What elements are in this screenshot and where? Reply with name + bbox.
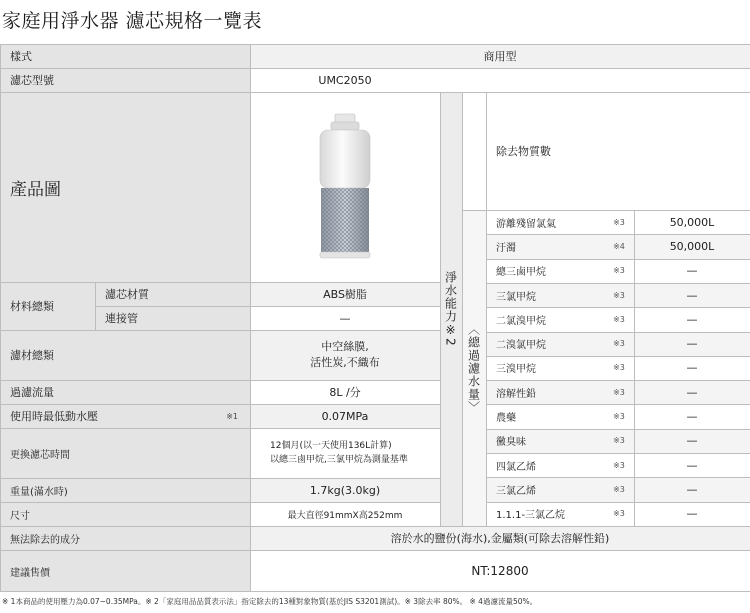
pressure-value: 0.07MPa (250, 404, 440, 428)
capacity-inner-blank (462, 92, 486, 210)
capacity-row-value: 50,000L (634, 210, 750, 234)
flow-value: 8L /分 (250, 380, 440, 404)
pressure-note: ※1 (226, 411, 238, 421)
media-value (250, 330, 440, 380)
capacity-row-note: ※3 (604, 429, 634, 453)
capacity-row-value: — (634, 380, 750, 404)
capacity-outer-text: 淨水能力※2 (443, 271, 458, 347)
capacity-row-name: 汙濁 (486, 234, 604, 258)
price-value: NT:12800 (250, 550, 750, 592)
capacity-row-value: — (634, 259, 750, 283)
replace-label: 更換濾芯時間 (0, 428, 250, 478)
capacity-row-name: 三氯甲烷 (486, 283, 604, 307)
capacity-row-note: ※4 (604, 234, 634, 258)
capacity-row-name: 四氯乙烯 (486, 453, 604, 477)
capacity-header: 除去物質數 (486, 92, 634, 210)
capacity-row-note: ※3 (604, 502, 634, 526)
capacity-row-note: ※3 (604, 453, 634, 477)
capacity-row-name: 游離殘留氯氣 (486, 210, 604, 234)
capacity-row-value: — (634, 283, 750, 307)
pressure-label-cell (0, 404, 250, 428)
filter-cartridge-icon (315, 112, 375, 262)
capacity-row-value: 50,000L (634, 234, 750, 258)
capacity-row-note: ※3 (604, 380, 634, 404)
style-value: 商用型 (250, 44, 750, 68)
product-image (250, 92, 440, 282)
capacity-row-name: 黴臭味 (486, 429, 604, 453)
capacity-row-note: ※3 (604, 404, 634, 428)
connector-value: — (250, 306, 440, 330)
capacity-row-note: ※3 (604, 259, 634, 283)
capacity-row-note: ※3 (604, 283, 634, 307)
capacity-outer-label (440, 92, 462, 526)
model-value: UMC2050 (250, 68, 440, 92)
capacity-row-note: ※3 (604, 332, 634, 356)
weight-value: 1.7kg(3.0kg) (250, 478, 440, 502)
capacity-row-name: 溶解性鉛 (486, 380, 604, 404)
replace-line2: 以總三鹵甲烷,三氯甲烷為測量基準 (270, 455, 408, 465)
spec-table (0, 44, 750, 592)
capacity-row-value: — (634, 477, 750, 501)
capacity-inner-label (462, 210, 486, 526)
capacity-row-note: ※3 (604, 477, 634, 501)
capacity-row-note: ※3 (604, 210, 634, 234)
media-label: 濾材總類 (0, 330, 250, 380)
size-label: 尺寸 (0, 502, 250, 526)
capacity-row-value: — (634, 332, 750, 356)
style-label: 樣式 (0, 44, 250, 68)
capacity-row-name: 總三鹵甲烷 (486, 259, 604, 283)
capacity-row-note: ※3 (604, 307, 634, 331)
weight-label: 重量(滿水時) (0, 478, 250, 502)
image-label: 產品圖 (0, 92, 250, 282)
capacity-row-value: — (634, 429, 750, 453)
capacity-row-value: — (634, 356, 750, 380)
media-line1: 中空絲膜, (321, 340, 369, 353)
footnote: ※ 1本商品的使用壓力為0.07~0.35MPa。※ 2「家庭用品品質表示法」指定除去的13種對象物質(基於JIS S3201測試)。※ 3除去率 80%。 ※ 4過濾流量50%。 (2, 597, 538, 606)
size-value: 最大直徑91mmX高252mm (250, 502, 440, 526)
connector-label: 連接管 (95, 306, 250, 330)
capacity-row-name: 二溴氯甲烷 (486, 332, 604, 356)
media-line2: 活性炭,不織布 (310, 356, 380, 369)
capacity-row-name: 農藥 (486, 404, 604, 428)
capacity-row-name: 二氯溴甲烷 (486, 307, 604, 331)
replace-line1: 12個月(以一天使用136L計算) (270, 441, 392, 451)
filter-material-value: ABS樹脂 (250, 282, 440, 306)
replace-value (250, 428, 440, 478)
not-removable-value: 溶於水的鹽份(海水),金屬類(可除去溶解性鉛) (250, 526, 750, 550)
not-removable-label: 無法除去的成分 (0, 526, 250, 550)
capacity-header-blank (634, 92, 750, 210)
model-label: 濾芯型號 (0, 68, 250, 92)
capacity-row-value: — (634, 453, 750, 477)
capacity-row-value: — (634, 307, 750, 331)
price-label: 建議售價 (0, 550, 250, 592)
capacity-row-name: 三氯乙烯 (486, 477, 604, 501)
capacity-row-name: 三溴甲烷 (486, 356, 604, 380)
capacity-row-value: — (634, 404, 750, 428)
capacity-row-note: ※3 (604, 356, 634, 380)
pressure-label: 使用時最低動水壓 (10, 410, 98, 423)
capacity-row-value: — (634, 502, 750, 526)
model-value-spacer (440, 68, 750, 92)
flow-label: 過濾流量 (0, 380, 250, 404)
page-title: 家庭用淨水器 濾芯規格一覽表 (2, 10, 263, 32)
filter-material-label: 濾芯材質 (95, 282, 250, 306)
material-group-label: 材料總類 (0, 282, 95, 330)
capacity-row-name: 1.1.1-三氯乙烷 (486, 502, 604, 526)
capacity-inner-text: ︿總過濾水量﹀ (466, 322, 481, 414)
